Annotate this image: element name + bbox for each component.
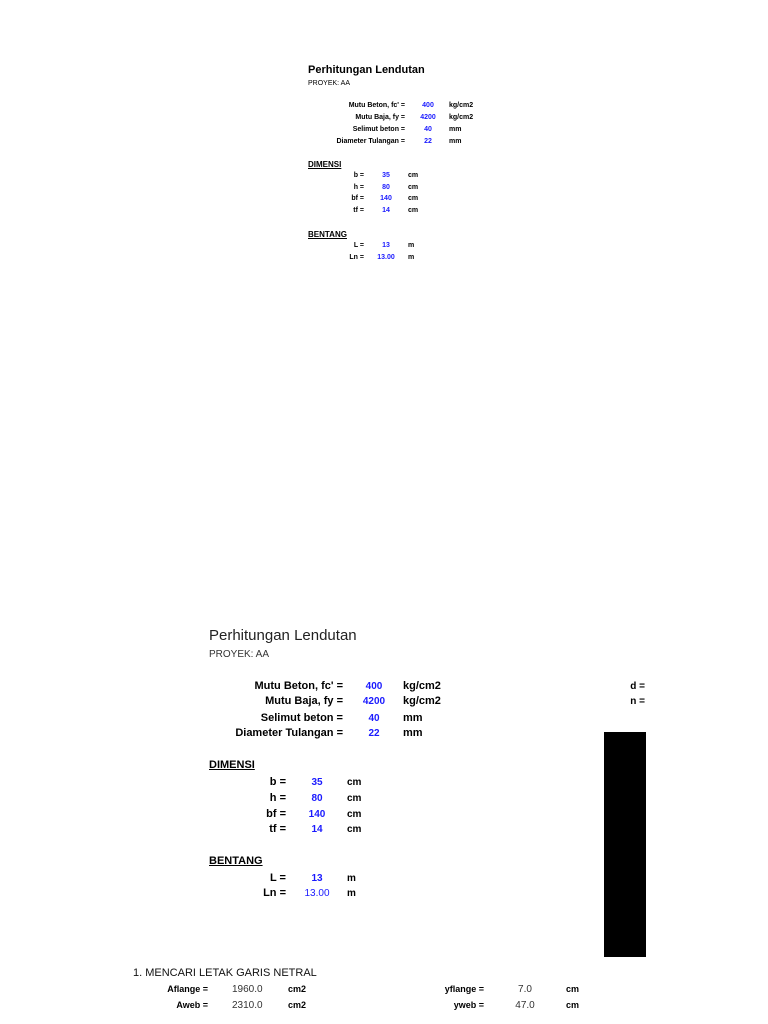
- thumb-dimensi-heading: DIMENSI: [308, 160, 342, 169]
- thumb-title: Perhitungan Lendutan: [308, 64, 425, 76]
- thumb-bentang-heading: BENTANG: [308, 230, 347, 239]
- project-label: PROYEK: AA: [209, 649, 270, 660]
- material-label: Selimut beton =: [260, 712, 343, 724]
- thumb-material-unit: kg/cm2: [449, 114, 474, 121]
- bentang-value: 13: [311, 873, 323, 884]
- bentang-value: 13.00: [304, 888, 330, 899]
- side-label-d: d =: [630, 681, 645, 692]
- material-unit: kg/cm2: [403, 680, 441, 692]
- calc-unit-2: cm: [566, 1000, 580, 1010]
- thumb-material-value: 4200: [420, 114, 436, 121]
- dimensi-label: h =: [269, 792, 286, 804]
- thumb-material-unit: kg/cm2: [449, 102, 474, 109]
- dimensi-unit: cm: [347, 809, 362, 820]
- calc-value: 2310.0: [232, 1000, 263, 1011]
- calc-unit: cm2: [288, 1000, 307, 1010]
- thumb-material-value: 22: [424, 138, 432, 145]
- thumb-bentang-value: 13.00: [377, 254, 395, 261]
- thumb-material-label: Mutu Baja, fy =: [355, 114, 405, 121]
- calc-unit-2: cm: [566, 984, 580, 994]
- dimensi-label: bf =: [266, 808, 286, 820]
- dimensi-heading: DIMENSI: [209, 759, 255, 771]
- bentang-unit: m: [347, 888, 356, 899]
- thumb-dimensi-unit: cm: [408, 172, 419, 179]
- material-value: 4200: [362, 696, 386, 707]
- thumb-dimensi-value: 14: [382, 207, 390, 214]
- thumb-dimensi-label: b =: [353, 172, 364, 179]
- calc-label: Aflange =: [167, 984, 208, 994]
- thumb-dimensi-value: 35: [382, 172, 390, 179]
- thumb-project: PROYEK: AA: [308, 80, 351, 87]
- bentang-label: L =: [269, 872, 286, 884]
- calc-value-2: 47.0: [515, 1000, 535, 1011]
- thumb-material-label: Mutu Beton, fc' =: [348, 102, 405, 109]
- dimensi-label: tf =: [269, 823, 286, 835]
- thumb-dimensi-label: h =: [353, 184, 364, 191]
- material-label: Diameter Tulangan =: [235, 727, 343, 739]
- thumb-dimensi-label: tf =: [353, 207, 364, 214]
- thumb-bentang-unit: m: [408, 242, 415, 249]
- material-unit: mm: [403, 727, 423, 739]
- calc-unit: cm2: [288, 984, 307, 994]
- thumb-dimensi-value: 140: [380, 195, 392, 202]
- side-label-n: n =: [630, 696, 645, 707]
- calc-label: Aweb =: [176, 1000, 208, 1010]
- calc-value: 1960.0: [232, 984, 263, 995]
- bentang-heading: BENTANG: [209, 855, 263, 867]
- dimensi-value: 14: [311, 824, 323, 835]
- thumb-bentang-label: L =: [353, 242, 364, 249]
- thumb-dimensi-label: bf =: [351, 195, 364, 202]
- material-unit: kg/cm2: [403, 695, 441, 707]
- calc-label-2: yflange =: [444, 984, 484, 994]
- thumb-bentang-value: 13: [382, 242, 390, 249]
- thumb-dimensi-value: 80: [382, 184, 390, 191]
- page-title: Perhitungan Lendutan: [209, 627, 357, 644]
- material-unit: mm: [403, 712, 423, 724]
- thumb-material-unit: mm: [449, 126, 462, 133]
- redaction-bar: [604, 732, 646, 957]
- material-value: 400: [365, 681, 383, 692]
- material-label: Mutu Baja, fy =: [265, 695, 343, 707]
- material-value: 40: [368, 713, 380, 724]
- section1-heading: 1. MENCARI LETAK GARIS NETRAL: [133, 967, 317, 979]
- calc-label-2: yweb =: [453, 1000, 484, 1010]
- thumb-material-label: Diameter Tulangan =: [336, 138, 405, 145]
- dimensi-value: 35: [311, 777, 323, 788]
- thumb-bentang-label: Ln =: [349, 254, 364, 261]
- thumb-material-label: Selimut beton =: [352, 126, 405, 133]
- thumb-dimensi-unit: cm: [408, 184, 419, 191]
- thumb-dimensi-unit: cm: [408, 207, 419, 214]
- bentang-label: Ln =: [263, 887, 286, 899]
- thumb-bentang-unit: m: [408, 254, 415, 261]
- dimensi-value: 140: [308, 809, 326, 820]
- calc-value-2: 7.0: [518, 984, 532, 995]
- dimensi-unit: cm: [347, 777, 362, 788]
- material-label: Mutu Beton, fc' =: [254, 680, 343, 692]
- dimensi-unit: cm: [347, 824, 362, 835]
- thumb-material-unit: mm: [449, 138, 462, 145]
- bentang-unit: m: [347, 873, 356, 884]
- dimensi-label: b =: [269, 776, 286, 788]
- thumb-dimensi-unit: cm: [408, 195, 419, 202]
- dimensi-value: 80: [311, 793, 323, 804]
- material-value: 22: [368, 728, 380, 739]
- thumb-material-value: 40: [424, 126, 432, 133]
- dimensi-unit: cm: [347, 793, 362, 804]
- thumb-material-value: 400: [422, 102, 434, 109]
